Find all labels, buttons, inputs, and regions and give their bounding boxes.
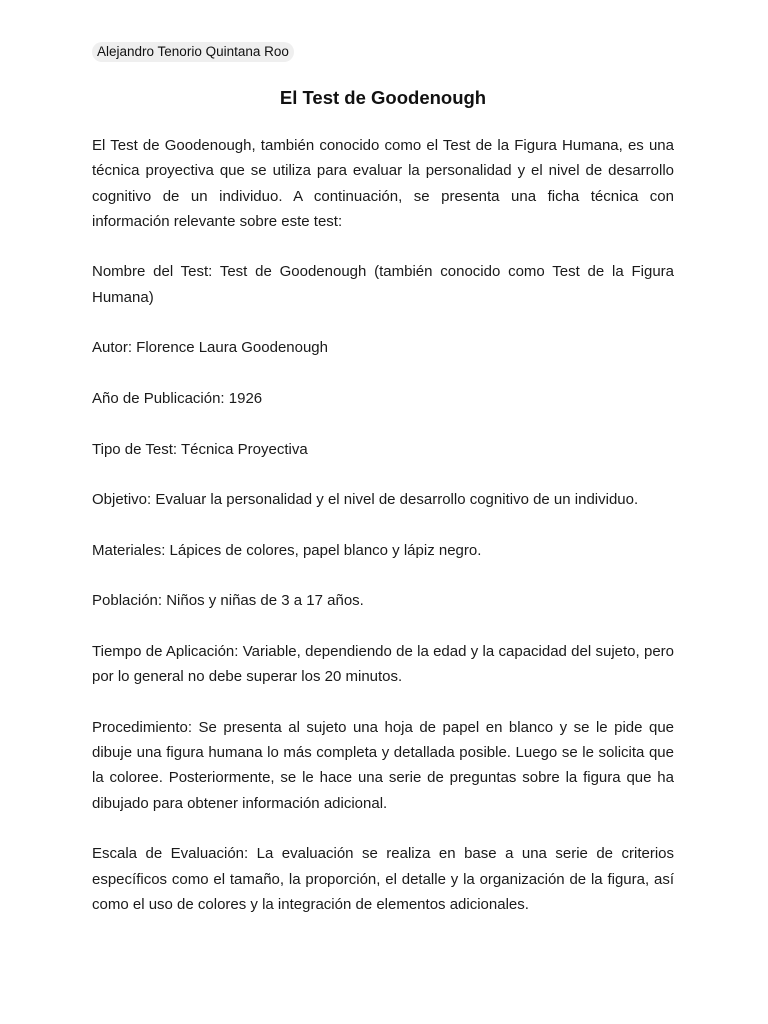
objective-paragraph: Objetivo: Evaluar la personalidad y el nivel de desarrollo cognitivo de un individuo. — [92, 491, 639, 509]
population-paragraph: Población: Niños y niñas de 3 a 17 años. — [92, 592, 364, 610]
test-type-paragraph: Tipo de Test: Técnica Proyectiva — [92, 440, 308, 458]
evaluation-scale-paragraph: Escala de Evaluación: La evaluación se realiza en base a una serie de criterios específicos como el tamaño, la proporción, el detalle y la organización de la figura, así como el uso de colores y la integración de elementos adicionales. — [92, 845, 674, 913]
document-title: El Test de Goodenough — [279, 87, 487, 108]
procedure-paragraph: Procedimiento: Se presenta al sujeto una hoja de papel en blanco y se le pide que dibuje una figura humana lo más completa y detallada posible. Luego se le solicita que la coloree. Posteriormente, se le hace una serie de preguntas sobre la figura que ha dibujado para obtener información adicional. — [92, 718, 674, 812]
author-tag[interactable]: Alejandro Tenorio Quintana Roo — [92, 42, 294, 62]
materials-paragraph: Materiales: Lápices de colores, papel blanco y lápiz negro. — [92, 541, 482, 559]
document-body — [92, 133, 674, 917]
test-name-paragraph: Nombre del Test: Test de Goodenough (también conocido como Test de la Figura Humana) — [92, 263, 674, 306]
intro-paragraph: El Test de Goodenough, también conocido como el Test de la Figura Humana, es una técnica proyectiva que se utiliza para evaluar la personalidad y el nivel de desarrollo cognitivo de un individuo. A continuación, se presenta una ficha técnica con información relevante sobre este test: — [92, 137, 674, 230]
author-paragraph: Autor: Florence Laura Goodenough — [92, 339, 328, 357]
application-time-paragraph: Tiempo de Aplicación: Variable, dependiendo de la edad y la capacidad del sujeto, pero por lo general no debe superar los 20 minutos. — [92, 642, 674, 686]
publication-year-paragraph: Año de Publicación: 1926 — [92, 389, 263, 407]
